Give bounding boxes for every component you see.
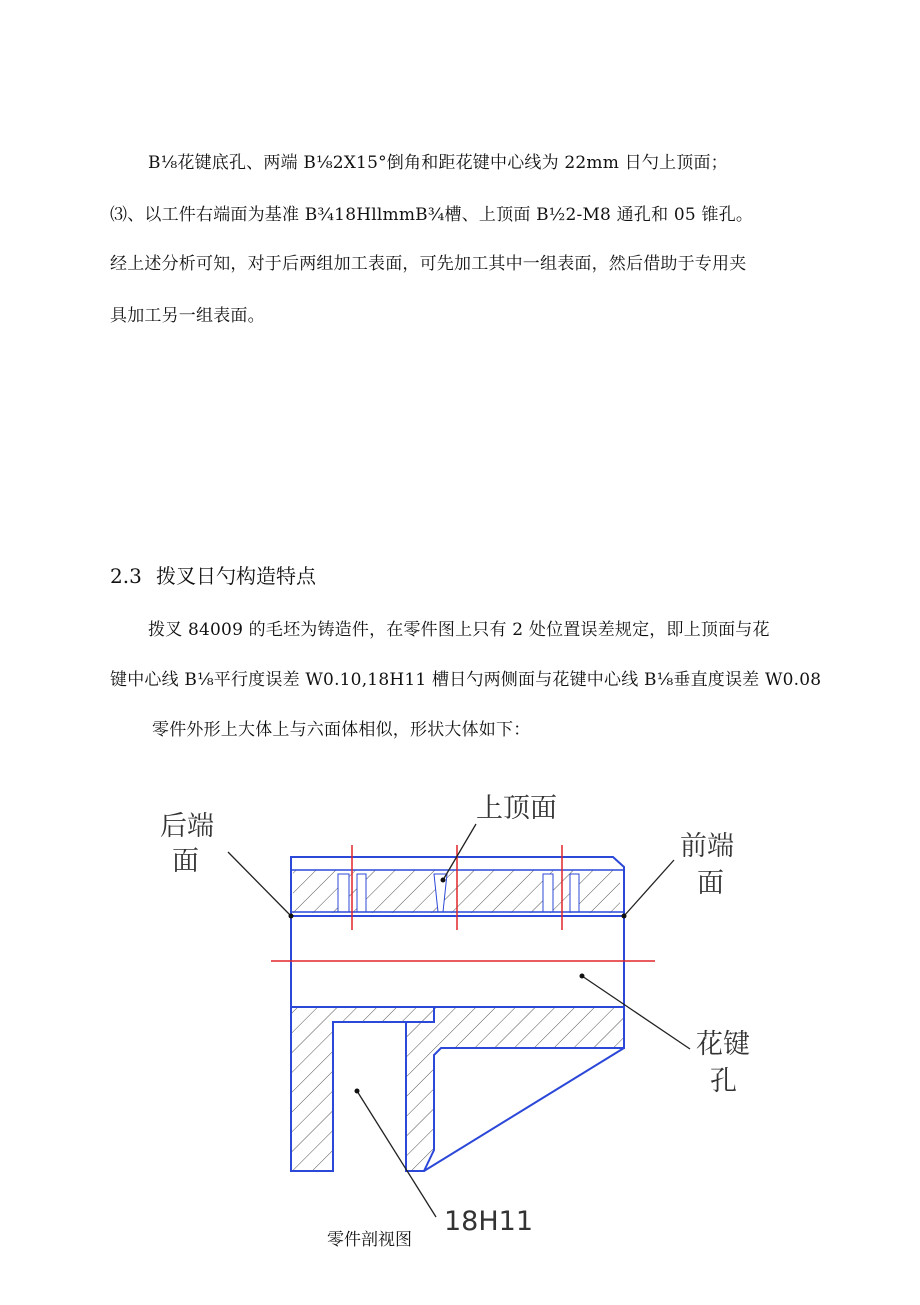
- lower-body: [291, 1007, 624, 1171]
- top-face-label: 上顶面: [476, 793, 557, 824]
- figure-caption: 零件剖视图: [327, 1230, 412, 1250]
- rear-face-label-1: 后端: [160, 811, 214, 842]
- section-number: 2.3: [110, 564, 142, 588]
- paragraph-line-3: 经上述分析可知，对于后两组加工表面，可先加工其中一组表面，然后借助于专用夹: [110, 254, 747, 274]
- body-line-2: 键中心线 B⅛平行度误差 W0.10,18H11 槽日勺两侧面与花键中心线 B⅛垂直度误差 W0.08: [110, 670, 822, 690]
- paragraph-line-4: 具加工另一组表面。: [110, 306, 265, 326]
- front-face-label-1: 前端: [680, 831, 734, 862]
- section-drawing: [0, 770, 920, 1301]
- section-title: 拨叉日勺构造特点: [156, 564, 316, 588]
- slot-label: 18H11: [444, 1206, 534, 1237]
- paragraph-line-1: B⅛花键底孔、两端 B⅛2X15°倒角和距花键中心线为 22mm 日勺上顶面；: [148, 153, 728, 173]
- paragraph-line-2: ⑶、以工件右端面为基准 B¾18HllmmB¾槽、上顶面 B½2-M8 通孔和 05 锥孔。: [110, 205, 754, 225]
- front-face-label-2: 面: [697, 868, 724, 899]
- body-line-1: 拨叉 84009 的毛坯为铸造件，在零件图上只有 2 处位置误差规定，即上顶面与花: [148, 620, 770, 640]
- rear-face-label-2: 面: [172, 846, 199, 877]
- body-line-3: 零件外形上大体上与六面体相似，形状大体如下：: [152, 720, 531, 740]
- part-section-figure: [0, 770, 920, 1301]
- section-heading: [110, 560, 316, 589]
- spline-hole-label-1: 花键: [696, 1029, 750, 1060]
- spline-hole-label-2: 孔: [710, 1066, 737, 1097]
